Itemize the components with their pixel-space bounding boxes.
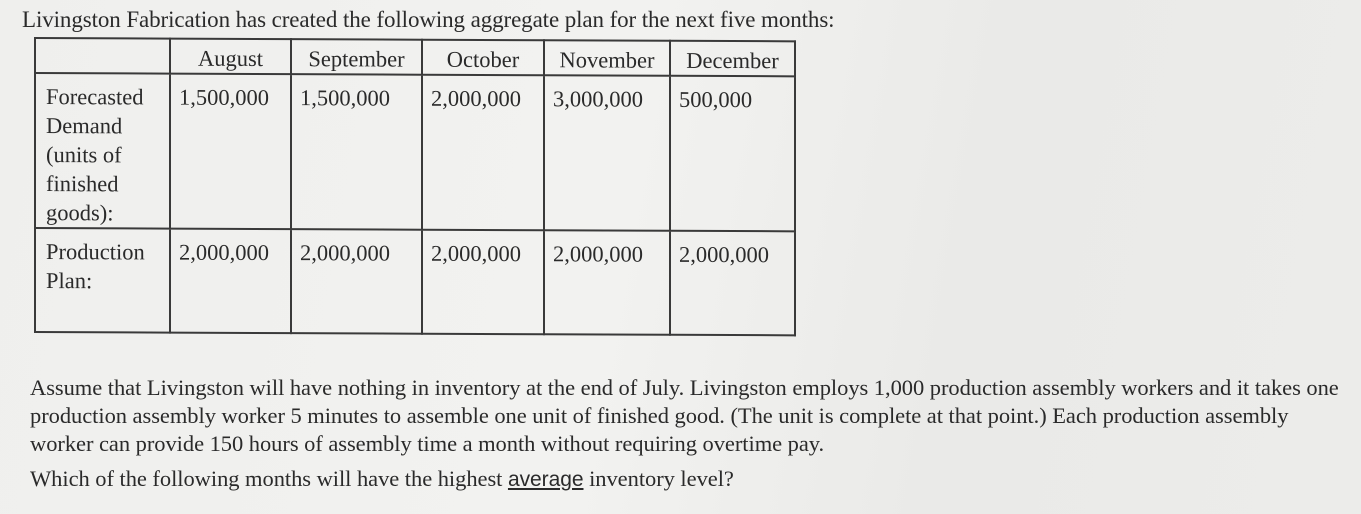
row-label-production-plan: Production Plan:: [35, 228, 170, 333]
question-paragraph: Assume that Livingston will have nothing in inventory at the end of July. Livingston employs 1,000 production assembly workers and it takes one production assembly worker 5 minutes to assemble one unit of finished good. (The unit is complete at that point.) Each production assembly worker can provide 150 hours of assembly time a month without requiring overtime pay.: [30, 375, 1339, 456]
question-prompt-end: inventory level?: [583, 466, 734, 491]
production-december: 2,000,000: [670, 231, 795, 336]
table-row-forecasted-demand: [35, 73, 795, 231]
question-prompt-start: Which of the following months will have the highest: [30, 466, 508, 491]
demand-august: 1,500,000: [170, 74, 291, 230]
production-september: 2,000,000: [291, 229, 422, 334]
question-block: [30, 374, 1350, 494]
header-cell-september: September: [291, 39, 422, 75]
demand-december: 500,000: [670, 76, 795, 232]
header-cell-november: November: [544, 40, 670, 76]
header-cell-august: August: [170, 39, 291, 75]
table-row-production-plan: [35, 228, 795, 335]
demand-november: 3,000,000: [544, 75, 670, 231]
header-cell-october: October: [422, 40, 544, 76]
demand-september: 1,500,000: [291, 74, 422, 230]
header-cell-blank: [35, 38, 170, 74]
question-emphasis: average: [507, 468, 584, 491]
production-august: 2,000,000: [170, 229, 291, 334]
production-november: 2,000,000: [544, 230, 670, 335]
table-header-row: [35, 38, 795, 76]
demand-october: 2,000,000: [422, 75, 544, 231]
production-october: 2,000,000: [422, 230, 544, 335]
header-cell-december: December: [670, 41, 795, 77]
question-prompt: [30, 465, 1350, 494]
aggregate-plan-table: [34, 37, 796, 336]
row-label-forecasted-demand: Forecasted Demand (units of finished goods):: [35, 73, 170, 229]
intro-text: Livingston Fabrication has created the following aggregate plan for the next five months:: [22, 7, 835, 32]
